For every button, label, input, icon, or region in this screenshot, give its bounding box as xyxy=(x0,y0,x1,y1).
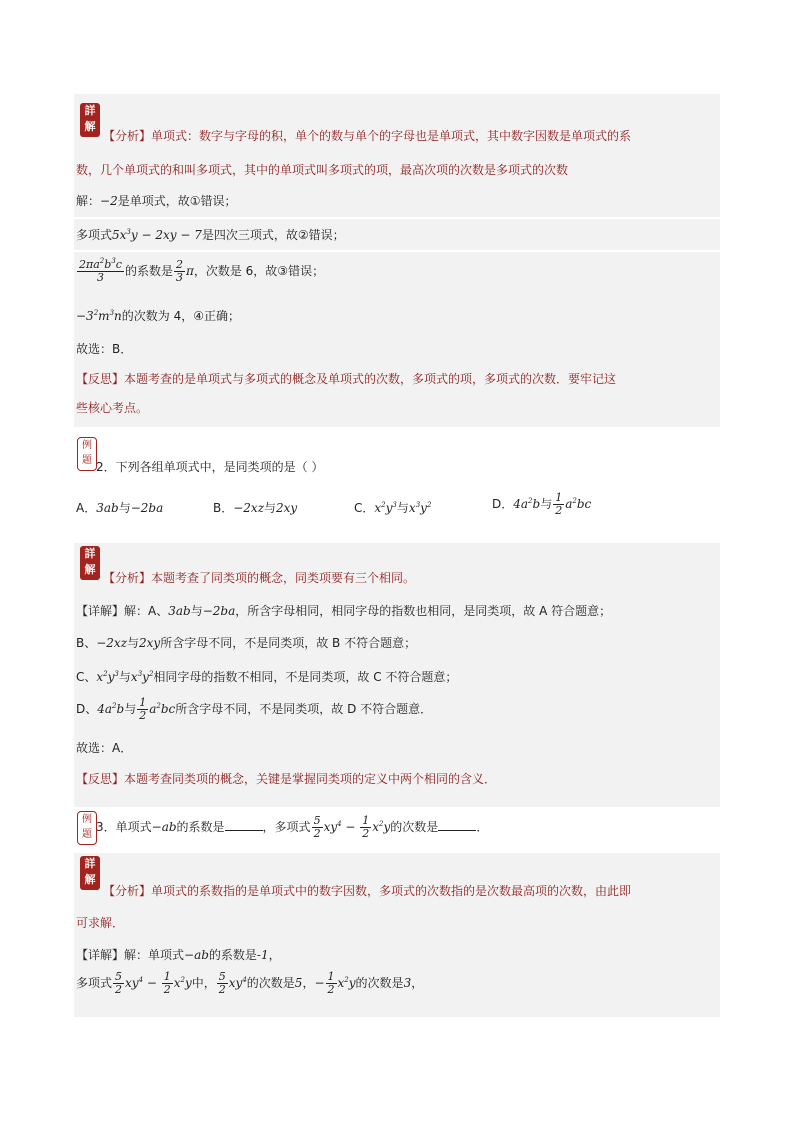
solution-line: 解：−2是单项式，故①错误； xyxy=(76,194,237,208)
detail-seal-icon: 詳 解 xyxy=(80,546,100,580)
example-stamp-icon: 例 题 xyxy=(77,437,97,471)
question-2 xyxy=(74,427,720,543)
answer-line: 故选：A． xyxy=(76,741,133,755)
option-a[interactable]: A．3ab与−2ba xyxy=(76,501,164,515)
analysis-text: 【分析】本题考查了同类项的概念，同类项要有三个相同。 xyxy=(103,571,416,585)
reflection-text: 些核心考点。 xyxy=(76,401,149,415)
reflection-text: 【反思】本题考查同类项的概念，关键是掌握同类项的定义中两个相同的含义． xyxy=(76,772,497,786)
detail-line: 多项式 $\frac{5}{2}$ $xy^4$ − $\frac{1}{2}$ $x^2y$中， $\frac{5}{2}$ $xy^4$的次数是5，− $\frac{1}{2}$ $x^2y$的次数是3， xyxy=(76,970,424,996)
question-stem: 3．单项式−ab的系数是 ，多项式 $\frac{5}{2}$ $xy^4$ − $\frac{1}{2}$ $x^2y$的次数是 ． xyxy=(96,814,489,840)
detail-line-d: D、$4a^2b$与 $\frac{1}{2}$ $a^2bc$所含字母不同，不是同类项，故 D 不符合题意． xyxy=(76,696,433,722)
example-stamp-icon: 例 题 xyxy=(77,811,97,845)
analysis-text: 【分析】单项式：数字与字母的积，单个的数与单个的字母也是单项式，其中数字因数是单项式的系 xyxy=(103,129,632,143)
page xyxy=(74,94,720,1017)
solution-line: $\frac{2\pi a^2b^3c}{3}$ 的系数是 $\frac{2}{3}$ π，次数是 6，故③错误； xyxy=(79,257,325,284)
detail-line-c: C、$x^2y^3$与$x^3y^2$相同字母的指数不相同，不是同类项，故 C 不符合题意； xyxy=(76,670,458,684)
answer-blank[interactable] xyxy=(225,818,263,831)
option-b[interactable]: B．−2xz与2xy xyxy=(213,501,298,515)
divider xyxy=(74,217,720,219)
solution-line: 多项式$5x^3y - 2xy - 7$是四次三项式，故②错误； xyxy=(76,228,345,242)
reflection-text: 【反思】本题考查的是单项式与多项式的概念及单项式的次数，多项式的项，多项式的次数．要牢记这 xyxy=(76,372,617,386)
options-row xyxy=(76,491,722,522)
detail-line: 【详解】解：单项式−ab的系数是-1， xyxy=(76,948,281,962)
detail-line-a: 【详解】解：A、3ab与−2ba，所含字母相同，相同字母的指数也相同，是同类项，故 A 符合题意； xyxy=(76,604,612,618)
answer-blank[interactable] xyxy=(438,818,476,831)
analysis-block-1 xyxy=(74,94,720,427)
analysis-text: 可求解． xyxy=(76,916,125,930)
question-stem: 2．下列各组单项式中，是同类项的是（ ） xyxy=(96,460,324,474)
option-c[interactable]: C．$x^2y^3$与$x^3y^2$ xyxy=(354,501,432,515)
analysis-text: 【分析】单项式的系数指的是单项式中的数字因数，多项式的次数指的是次数最高项的次数，由此即 xyxy=(103,884,632,898)
solution-line: $-3^2m^3n$的次数为 4，④正确； xyxy=(76,309,240,323)
option-d[interactable]: D．$4a^2b$与 $\frac{1}{2}$ $a^2bc$ xyxy=(492,491,592,517)
answer-line: 故选：B． xyxy=(76,342,133,356)
detail-seal-icon: 詳 解 xyxy=(80,103,100,137)
detail-seal-icon: 詳 解 xyxy=(80,856,100,890)
divider xyxy=(74,250,720,252)
detail-line-b: B、−2xz与2xy所含字母不同，不是同类项，故 B 不符合题意； xyxy=(76,636,417,650)
analysis-block-3 xyxy=(74,853,720,1017)
question-3 xyxy=(74,807,720,853)
analysis-block-2 xyxy=(74,543,720,807)
analysis-text: 数，几个单项式的和叫多项式，其中的单项式叫多项式的项，最高次项的次数是多项式的次数 xyxy=(76,163,569,177)
